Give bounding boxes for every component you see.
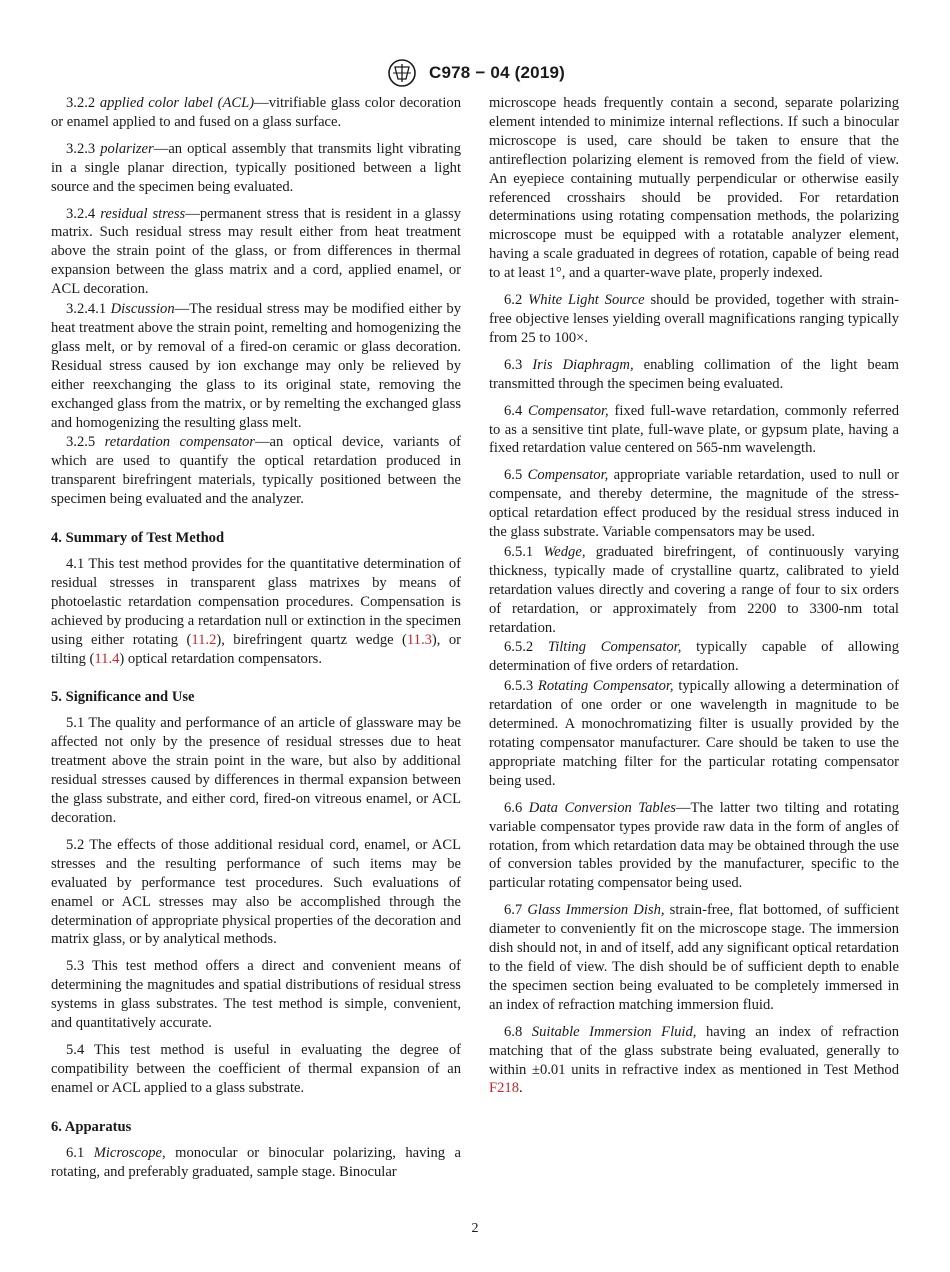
page-number: 2 (471, 1221, 479, 1236)
ref-11-3[interactable]: 11.3 (406, 631, 432, 648)
para-3-2-4-1: 3.2.4.1 Discussion—The residual stress may be modified either by heat treatment above the strain point, remelting and homogenizing the glass melt, or by removal of a fired-on ceramic or glass decoration. Residual stress caused by ion exchange may only be relieved by either reexchanging the glass to its original state, removing the exchanged glass from the matrix, or by remelting the exchanged glass and homogenizing the resulting glass melt. (51, 301, 462, 431)
ref-f218[interactable]: F218 (489, 1080, 520, 1097)
section-6-heading: 6. Apparatus (51, 1118, 132, 1135)
para-6-1: 6.1 Microscope, monocular or binocular polarizing, having a rotating, and preferably graduated, sample stage. Binocular (51, 1144, 461, 1180)
astm-logo-icon (385, 58, 419, 88)
para-6-2: 6.2 White Light Source should be provided, together with strain-free objective lenses yielding overall magnifications ranging typically from 25 to 100×. (489, 292, 900, 346)
section-4-heading: 4. Summary of Test Method (51, 530, 225, 547)
para-6-5-3: 6.5.3 Rotating Compensator, typically allowing a determination of retardation of one order or one wavelength in magnitude to be determined. A monochromatizing filter is usually provided by the rotating compensator manufacturer. Care should be taken to use the appropriate matching filter for the particular rotating compensator being used. (489, 678, 900, 789)
para-6-4: 6.4 Compensator, fixed full-wave retardation, commonly referred to as a sensitive tint plate, full-wave plate, or gypsum plate, having a fixed retardation value centered on 565-nm wavelength. (489, 402, 899, 457)
para-6-5-2: 6.5.2 Tilting Compensator, typically capable of allowing determination of five orders of retardation. (489, 639, 900, 675)
section-5-heading: 5. Significance and Use (51, 689, 195, 706)
para-5-3: 5.3 This test method offers a direct and convenient means of determining the magnitudes and spatial distributions of residual stress systems in glass substrates. The test method is simple, convenient, and quantitatively accurate. (51, 958, 461, 1032)
para-6-7: 6.7 Glass Immersion Dish, strain-free, flat bottomed, of sufficient diameter to conveniently fit on the microscope stage. The immersion dish should not, in and of itself, add any significant optical retardation to the field of view. The dish should be of sufficient depth to enable the specimen section being evaluated to be completely immersed in an index of refraction matching immersion fluid. (489, 902, 900, 1013)
right-column (489, 94, 899, 1106)
para-4-1: 4.1 This test method provides for the quantitative determination of residual stresses in transparent glass matrixes by means of photoelastic retardation compensation procedures. Compensation is achieved by producing a retardation null or extinction in the specimen using either rotating (11.2), birefringent quartz wedge (11.3), or tilting (11.4) optical retardation compensators. (51, 556, 461, 667)
para-3-2-3: 3.2.3 polarizer—an optical assembly that transmits light vibrating in a single planar direction, typically positioned between a light source and the specimen being evaluated. (51, 140, 461, 195)
page-header (0, 58, 950, 88)
para-6-5-1: 6.5.1 Wedge, graduated birefringent, of continuously varying thickness, typically made of crystalline quartz, calibrated to yield retardation values directly and covering a range of four to six orders of retardation, or approximately from 2200 to 3300-nm total retardation. (489, 543, 899, 636)
ref-11-2[interactable]: 11.2 (191, 631, 217, 648)
para-6-3: 6.3 Iris Diaphragm, enabling collimation of the light beam transmitted through the specimen being evaluated. (489, 356, 900, 392)
left-column (51, 94, 461, 1190)
standard-designation: C978 − 04 (2019) (429, 63, 565, 82)
para-5-4: 5.4 This test method is useful in evaluating the degree of compatibility between the coefficient of thermal expansion of an enamel or ACL applied to a glass substrate. (51, 1041, 461, 1096)
para-6-8: 6.8 Suitable Immersion Fluid, having an index of refraction matching that of the glass substrate being evaluated, generally to within ±0.01 units in refractive index as mentioned in Test Method F218. (489, 1023, 899, 1097)
para-6-6: 6.6 Data Conversion Tables—The latter two tilting and rotating variable compensator types provide raw data in the form of angles of rotation, from which retardation data may be obtained through the use of conversion tables provided by the manufacturer, specific to the particular rotating compensator being used. (489, 799, 899, 892)
para-6-5: 6.5 Compensator, appropriate variable retardation, used to null or compensate, and thereby determine, the magnitude of the stress-optical retardation effect produced by the residual stress induced in the glass substrate. Variable compensators may be used. (489, 467, 899, 541)
para-5-2: 5.2 The effects of those additional residual cord, enamel, or ACL stresses and the resulting performance of such items may be evaluated by performance test procedures. Such evaluations of enamel or ACL stresses may also be accomplished through the determination of appropriate physical properties of the decoration and matrix glass, or by analytical methods. (51, 836, 461, 948)
para-3-2-5: 3.2.5 retardation compensator—an optical device, variants of which are used to quantify the optical retardation produced in transparent birefringent materials, typically positioned between the specimen being evaluated and the analyzer. (51, 434, 461, 508)
para-5-1: 5.1 The quality and performance of an article of glassware may be affected not only by the presence of residual stresses due to heat treatment above the strain point in the ware, but also by additional residual stresses caused by differences in thermal expansion between the glass substrate, and either cord, fired-on vitreous enamel, or ACL decoration. (51, 715, 461, 826)
para-6-1-continued: microscope heads frequently contain a second, separate polarizing element intended to minimize internal reflections. If such a binocular microscope is used, care should be taken to ensure that the antireflection polarizing element is removed from the field of view. An eyepiece containing mutually perpendicular or otherwise easily referenced crosshairs should be provided. For retardation determinations using rotating compensation methods, the polarizing microscope must be equipped with a rotatable analyzer element, having a scale graduated in degrees of rotation, capable of being read to at least 1°, and a quarter-wave plate, properly indexed. (489, 95, 899, 282)
para-3-2-4: 3.2.4 residual stress—permanent stress that is resident in a glassy matrix. Such residual stress may result either from heat treatment above the strain point of the glass, or from differences in thermal expansion between the glass matrix and a cord, applied enamel, or ACL decoration. (51, 205, 462, 298)
para-3-2-2: 3.2.2 applied color label (ACL)—vitrifiable glass color decoration or enamel applied to and fused on a glass surface. (51, 95, 461, 130)
ref-11-4[interactable]: 11.4 (94, 650, 120, 667)
